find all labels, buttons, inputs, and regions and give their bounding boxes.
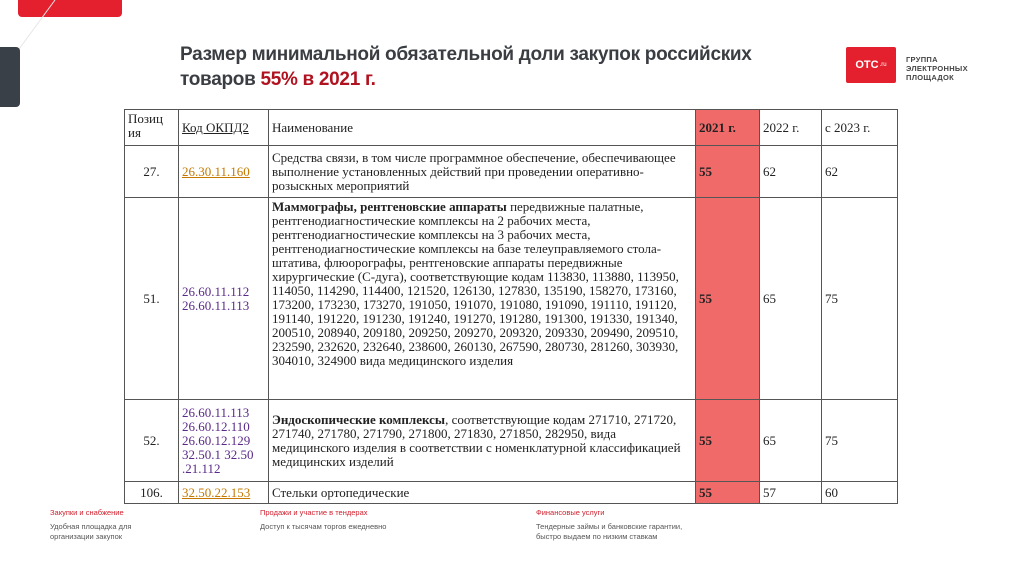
footer-line: Тендерные займы и банковские гарантии, <box>536 522 683 531</box>
row-code-cell <box>179 198 269 400</box>
header-name: Наименование <box>269 110 696 146</box>
header-code <box>179 110 269 146</box>
title-prefix: товаров <box>180 69 256 90</box>
logo-caption-line: ПЛОЩАДОК <box>906 73 954 82</box>
okpd-code: 32.50.1 32.50 <box>182 446 254 462</box>
header-2022: 2022 г. <box>760 110 822 146</box>
row-value-2021: 55 <box>696 146 760 198</box>
footer-description <box>260 522 386 532</box>
footer-line: Доступ к тысячам торгов ежедневно <box>260 522 387 531</box>
footer-block-sales[interactable] <box>260 508 386 532</box>
row-name-bold: Эндоскопические комплексы <box>272 411 446 427</box>
row-value-2023: 75 <box>822 400 898 482</box>
row-number: 106. <box>125 482 179 504</box>
okpd-code: 26.60.12.110 <box>182 418 250 434</box>
footer-description <box>50 522 131 542</box>
row-number: 52. <box>125 400 179 482</box>
okpd-code: 26.60.11.112 <box>182 283 250 299</box>
row-code-cell <box>179 400 269 482</box>
footer-title: Закупки и снабжение <box>50 508 124 517</box>
row-name <box>269 198 696 400</box>
row-value-2022: 65 <box>760 198 822 400</box>
side-tab[interactable] <box>0 47 20 107</box>
row-value-2022: 65 <box>760 400 822 482</box>
row-value-2023: 62 <box>822 146 898 198</box>
row-code-cell <box>179 482 269 504</box>
table-row <box>125 482 898 504</box>
header-position-line: ия <box>128 125 141 140</box>
logo-caption-line: ГРУППА <box>906 55 938 64</box>
okpd-code: 26.60.12.129 <box>182 432 251 448</box>
row-name-bold: Маммографы, рентгеновские аппараты <box>272 199 507 214</box>
procurement-table <box>124 109 898 504</box>
table-row <box>125 400 898 482</box>
row-name <box>269 400 696 482</box>
row-name: Стельки ортопедические <box>269 482 696 504</box>
title-line-1: Размер минимальной обязательной доли закупок российских <box>180 44 752 65</box>
logo-mark: OTC <box>855 59 879 71</box>
row-value-2022: 57 <box>760 482 822 504</box>
table-row <box>125 198 898 400</box>
header-code-label: Код ОКПД2 <box>182 119 249 135</box>
footer-title: Финансовые услуги <box>536 508 605 517</box>
footer-block-procurement[interactable] <box>50 508 131 542</box>
row-number: 27. <box>125 146 179 198</box>
okpd-code: 26.60.11.113 <box>182 404 250 420</box>
logo-mark-suffix: .ru <box>879 62 887 68</box>
table-row <box>125 146 898 198</box>
okpd-code: .21.112 <box>182 460 221 476</box>
footer-line: организации закупок <box>50 532 123 541</box>
footer-block-finance[interactable] <box>536 508 682 542</box>
header-position-line: Позиц <box>128 111 163 126</box>
okpd-code: 26.60.11.113 <box>182 297 250 313</box>
otc-logo[interactable] <box>846 47 896 83</box>
logo-caption-line: ЭЛЕКТРОННЫХ <box>906 64 968 73</box>
okpd-code-link[interactable]: 26.30.11.160 <box>182 163 250 179</box>
title-accent: 55% в 2021 г. <box>260 69 376 90</box>
row-code-cell <box>179 146 269 198</box>
row-value-2021: 55 <box>696 400 760 482</box>
row-value-2021: 55 <box>696 198 760 400</box>
row-value-2022: 62 <box>760 146 822 198</box>
logo-caption <box>906 55 996 82</box>
header-2021: 2021 г. <box>696 110 760 146</box>
row-name: Средства связи, в том числе программное обеспечение, обеспечивающее выполнение установленных действий при проведении оперативно-розыскных мероприятий <box>269 146 696 198</box>
row-value-2023: 75 <box>822 198 898 400</box>
row-value-2021: 55 <box>696 482 760 504</box>
row-name-rest: , соответствующие кодам 271710, 271720, 271740, 271780, 271790, 271800, 271830, 271850, 282950, вида медицинского изделия в соответствии с номенклатурной классификацией медицинских изделий <box>272 411 681 469</box>
okpd-code-link[interactable]: 32.50.22.153 <box>182 484 251 500</box>
page-title <box>180 42 820 92</box>
row-name-rest: передвижные палатные, рентгенодиагностические комплексы на 2 рабочих места, рентгенодиагностические комплексы на 3 рабочих места, рентгенодиагностические комплексы на базе телеуправляемого стола-штатива, флюорографы, рентгеновские аппараты передвижные хирургические (С-дуга), соответствующие кодам 113830, 113880, 113950, 114050, 114290, 114400, 121520, 126130, 127830, 135190, 158270, 173160, 173200, 173230, 173270, 191050, 191070, 191080, 191090, 191110, 191120, 191140, 191220, 191230, 191240, 191270, 191280, 191300, 191330, 191340, 200510, 208940, 209180, 209250, 209270, 209320, 209330, 209490, 209510, 232590, 232620, 232640, 238600, 260130, 267590, 280730, 281260, 303930, 304010, 324900 вида медицинского изделия <box>272 199 679 368</box>
header-position <box>125 110 179 146</box>
footer-title: Продажи и участие в тендерах <box>260 508 368 517</box>
row-value-2023: 60 <box>822 482 898 504</box>
footer-description <box>536 522 682 542</box>
row-number: 51. <box>125 198 179 400</box>
table-header-row <box>125 110 898 146</box>
header-2023: с 2023 г. <box>822 110 898 146</box>
footer-line: быстро выдаем по низким ставкам <box>536 532 658 541</box>
title-line-2 <box>180 67 820 92</box>
footer-line: Удобная площадка для <box>50 522 132 531</box>
